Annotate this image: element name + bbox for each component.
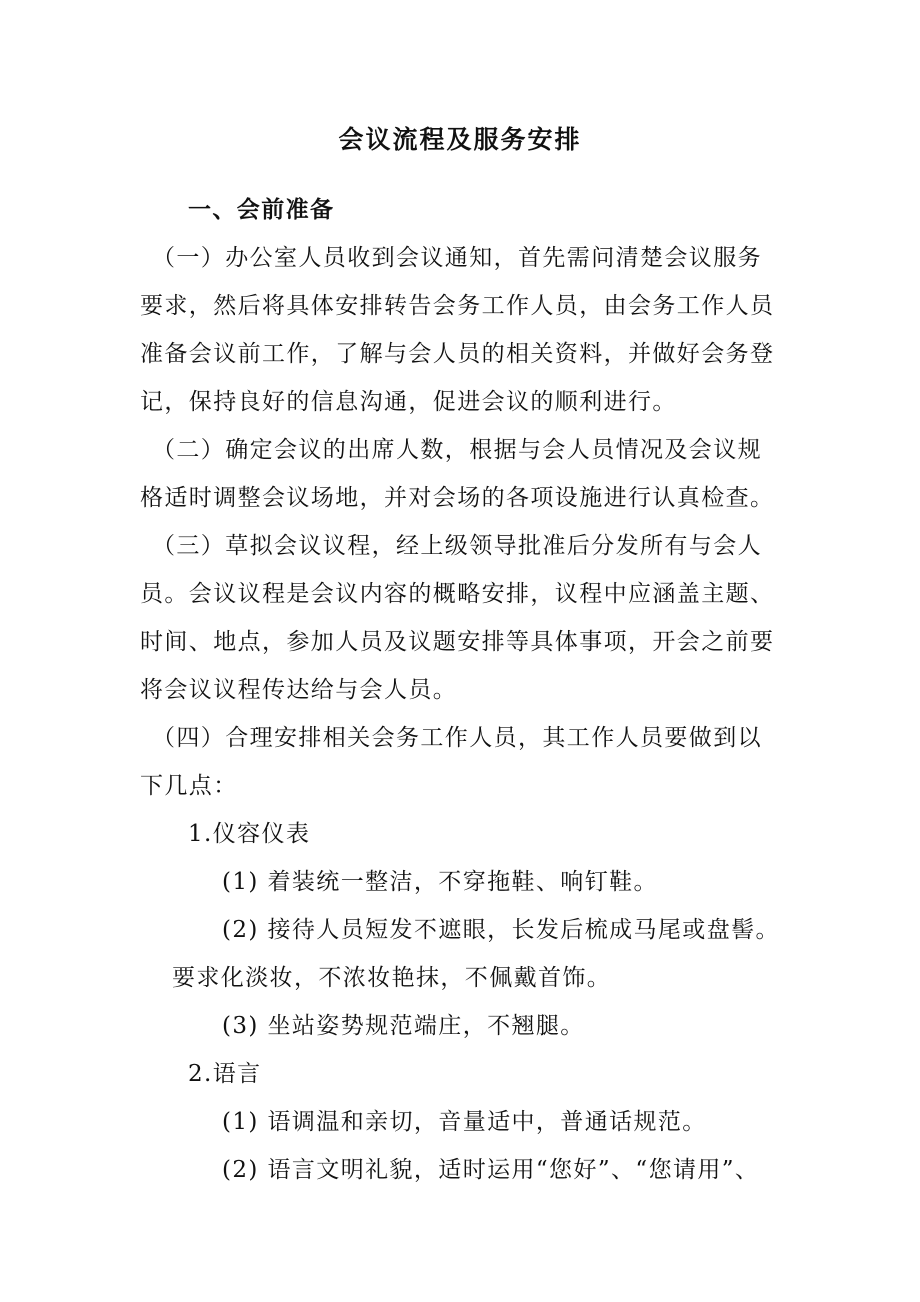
paragraph-2-line-2: 格适时调整会议场地，并对会场的各项设施进行认真检查。: [140, 485, 775, 511]
paragraph-3-line-4: 将会议议程传达给与会人员。: [140, 677, 458, 703]
item-1-sub-1: (1) 着装统一整洁，不穿拖鞋、响钉鞋。: [222, 869, 658, 895]
item-2-sub-1: (1) 语调温和亲切，音量适中，普通话规范。: [222, 1109, 707, 1135]
item-2-sub-2: (2) 语言文明礼貌，适时运用“您好”、“您请用”、: [222, 1157, 760, 1183]
item-1-sub-2: (2) 接待人员短发不遮眼，长发后梳成马尾或盘髻。: [222, 917, 780, 943]
item-1-sub-3: (3) 坐站姿势规范端庄，不翘腿。: [222, 1013, 585, 1039]
paragraph-1-line-3: 准备会议前工作，了解与会人员的相关资料，并做好会务登: [140, 341, 775, 367]
section-heading: 一、会前准备: [188, 196, 335, 223]
paragraph-1-line-1: （一）办公室人员收到会议通知，首先需问清楚会议服务: [152, 245, 762, 271]
paragraph-1-line-4: 记，保持良好的信息沟通，促进会议的顺利进行。: [140, 389, 677, 415]
item-1-sub-2-cont: 要求化淡妆，不浓妆艳抹，不佩戴首饰。: [172, 965, 612, 991]
item-1-heading: 1.仪容仪表: [188, 821, 311, 847]
document-title: 会议流程及服务安排: [338, 125, 582, 154]
paragraph-2-line-1: （二）确定会议的出席人数，根据与会人员情况及会议规: [152, 437, 762, 463]
paragraph-4-line-2: 下几点：: [140, 773, 238, 799]
paragraph-1-line-2: 要求，然后将具体安排转告会务工作人员，由会务工作人员: [140, 293, 775, 319]
paragraph-3-line-1: （三）草拟会议议程，经上级领导批准后分发所有与会人: [152, 533, 762, 559]
paragraph-3-line-3: 时间、地点，参加人员及议题安排等具体事项，开会之前要: [140, 629, 775, 655]
paragraph-3-line-2: 员。会议议程是会议内容的概略安排，议程中应涵盖主题、: [140, 581, 775, 607]
item-2-heading: 2.语言: [188, 1061, 262, 1087]
paragraph-4-line-1: （四）合理安排相关会务工作人员，其工作人员要做到以: [152, 725, 762, 751]
